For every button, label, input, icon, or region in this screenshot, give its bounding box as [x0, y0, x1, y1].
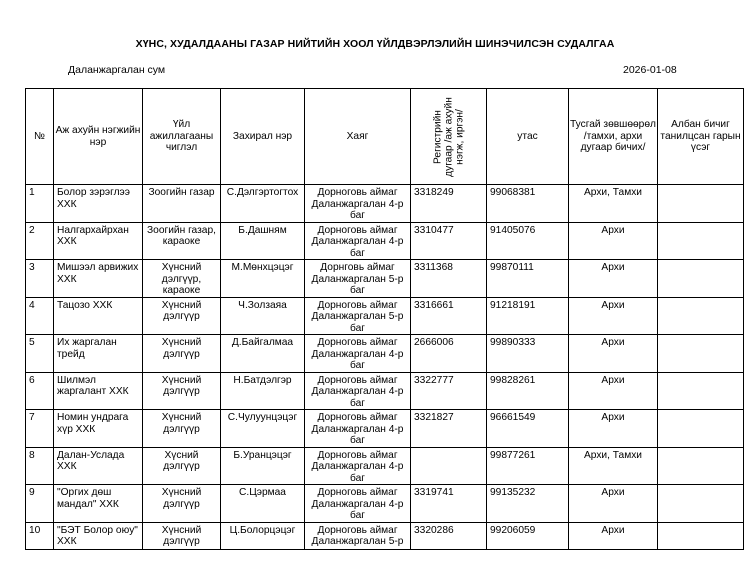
cell-phone: 99890333: [487, 335, 569, 373]
cell-permit: Архи: [569, 410, 658, 448]
cell-director: М.Мөнхцэцэг: [221, 260, 305, 298]
cell-register: [411, 447, 487, 485]
table-row: [26, 372, 744, 410]
cell-director: Б.Дашням: [221, 222, 305, 260]
cell-register: 3322777: [411, 372, 487, 410]
header-register-label: Регистрийн дугаар /аж ахуйн нэгж, иргэн/: [432, 96, 465, 177]
cell-activity: Хүнсний дэлгүүр: [143, 335, 221, 373]
table-header-row: [26, 89, 744, 185]
cell-num: 4: [26, 297, 54, 335]
cell-signature: [658, 222, 744, 260]
table-row: [26, 297, 744, 335]
cell-director: Д.Байгалмаа: [221, 335, 305, 373]
header-activity: Үйл ажиллагааны чиглэл: [143, 89, 221, 185]
header-signature: Албан бичиг танилцсан гарын үсэг: [658, 89, 744, 185]
header-director: Захирал нэр: [221, 89, 305, 185]
table-row: [26, 447, 744, 485]
cell-address: Дорноговь аймаг Даланжаргалан 4-р баг: [305, 485, 411, 523]
cell-company-name: Далан-Услада ХХК: [54, 447, 143, 485]
table-row: [26, 522, 744, 549]
document-date: 2026-01-08: [623, 64, 677, 76]
cell-director: Б.Уранцэцэг: [221, 447, 305, 485]
cell-activity: Зоогийн газар: [143, 185, 221, 223]
cell-num: 9: [26, 485, 54, 523]
cell-company-name: Мишээл арвижих ХХК: [54, 260, 143, 298]
cell-company-name: Их жаргалан трейд: [54, 335, 143, 373]
cell-num: 2: [26, 222, 54, 260]
cell-register: 2666006: [411, 335, 487, 373]
header-name: Аж ахуйн нэгжийн нэр: [54, 89, 143, 185]
cell-signature: [658, 485, 744, 523]
cell-activity: Хүнсний дэлгүүр: [143, 372, 221, 410]
cell-signature: [658, 522, 744, 549]
header-phone: утас: [487, 89, 569, 185]
cell-register: 3311368: [411, 260, 487, 298]
cell-director: Ц.Болорцэцэг: [221, 522, 305, 549]
cell-director: С.Цэрмаа: [221, 485, 305, 523]
cell-address: Дорноговь аймаг Даланжаргалан 4-р баг: [305, 372, 411, 410]
table-row: [26, 335, 744, 373]
cell-director: Ч.Золзаяа: [221, 297, 305, 335]
cell-signature: [658, 335, 744, 373]
cell-activity: Хүсний дэлгүүр: [143, 447, 221, 485]
cell-num: 8: [26, 447, 54, 485]
cell-num: 5: [26, 335, 54, 373]
cell-permit: Архи: [569, 335, 658, 373]
cell-num: 7: [26, 410, 54, 448]
header-permit: Тусгай зөвшөөрөл /тамхи, архи дугаар бичих/: [569, 89, 658, 185]
cell-company-name: Болор зэрэглээ ХХК: [54, 185, 143, 223]
cell-company-name: Номин ундрага хүр ХХК: [54, 410, 143, 448]
cell-activity: Хүнсний дэлгүүр: [143, 522, 221, 549]
district-name: Даланжаргалан сум: [68, 64, 166, 76]
cell-register: 3310477: [411, 222, 487, 260]
table-row: [26, 410, 744, 448]
cell-phone: 96661549: [487, 410, 569, 448]
cell-register: 3321827: [411, 410, 487, 448]
cell-activity: Хүнсний дэлгүүр: [143, 410, 221, 448]
table-row: [26, 485, 744, 523]
cell-permit: Архи, Тамхи: [569, 447, 658, 485]
cell-num: 3: [26, 260, 54, 298]
cell-register: 3316661: [411, 297, 487, 335]
cell-signature: [658, 297, 744, 335]
cell-address: Дорноговь аймаг Даланжаргалан 5-р баг: [305, 297, 411, 335]
cell-address: Дорноговь аймаг Даланжаргалан 4-р баг: [305, 335, 411, 373]
table-body: [26, 185, 744, 550]
cell-activity: Хүнсний дэлгүүр: [143, 485, 221, 523]
cell-phone: 99068381: [487, 185, 569, 223]
cell-phone: 99135232: [487, 485, 569, 523]
cell-address: Дорноговь аймаг Даланжаргалан 4-р баг: [305, 410, 411, 448]
cell-phone: 91218191: [487, 297, 569, 335]
cell-register: 3318249: [411, 185, 487, 223]
table-row: [26, 260, 744, 298]
cell-permit: Архи: [569, 297, 658, 335]
cell-signature: [658, 447, 744, 485]
cell-phone: 99206059: [487, 522, 569, 549]
header-num: №: [26, 89, 54, 185]
cell-num: 10: [26, 522, 54, 549]
cell-address: Дорноговь аймаг Даланжаргалан 4-р баг: [305, 185, 411, 223]
document-title: ХҮНС, ХУДАЛДААНЫ ГАЗАР НИЙТИЙН ХООЛ ҮЙЛДВЭРЛЭЛИЙН ШИНЭЧИЛСЭН СУДАЛГАА: [135, 38, 615, 50]
cell-company-name: "БЭТ Болор оюу" ХХК: [54, 522, 143, 549]
cell-director: С.Дэлгэртогтох: [221, 185, 305, 223]
cell-address: Дорноговь аймаг Даланжаргалан 4-р баг: [305, 447, 411, 485]
cell-activity: Хүнсний дэлгүүр: [143, 297, 221, 335]
cell-address: Дорноговь аймаг Даланжаргалан 4-р баг: [305, 222, 411, 260]
cell-phone: 99828261: [487, 372, 569, 410]
cell-activity: Хүнсний дэлгүүр, караоке: [143, 260, 221, 298]
cell-signature: [658, 185, 744, 223]
cell-phone: 91405076: [487, 222, 569, 260]
cell-company-name: "Оргих дөш мандал" ХХК: [54, 485, 143, 523]
cell-register: 3320286: [411, 522, 487, 549]
cell-num: 6: [26, 372, 54, 410]
cell-director: С.Чулуунцэцэг: [221, 410, 305, 448]
header-register: [411, 89, 487, 185]
cell-phone: 99870111: [487, 260, 569, 298]
cell-register: 3319741: [411, 485, 487, 523]
cell-signature: [658, 372, 744, 410]
survey-table: [25, 88, 744, 550]
cell-num: 1: [26, 185, 54, 223]
cell-permit: Архи: [569, 260, 658, 298]
header-address: Хаяг: [305, 89, 411, 185]
cell-company-name: Налгархайрхан ХХК: [54, 222, 143, 260]
cell-permit: Архи: [569, 485, 658, 523]
cell-phone: 99877261: [487, 447, 569, 485]
cell-signature: [658, 410, 744, 448]
cell-signature: [658, 260, 744, 298]
cell-activity: Зоогийн газар, караоке: [143, 222, 221, 260]
table-row: [26, 185, 744, 223]
cell-address: Дорноговь аймаг Даланжаргалан 5-р: [305, 522, 411, 549]
table-row: [26, 222, 744, 260]
cell-permit: Архи: [569, 372, 658, 410]
cell-permit: Архи, Тамхи: [569, 185, 658, 223]
cell-company-name: Тацозо ХХК: [54, 297, 143, 335]
cell-permit: Архи: [569, 222, 658, 260]
cell-director: Н.Батдэлгэр: [221, 372, 305, 410]
cell-address: Дорнговь аймаг Даланжаргалан 5-р баг: [305, 260, 411, 298]
cell-company-name: Шилмэл жаргалант ХХК: [54, 372, 143, 410]
cell-permit: Архи: [569, 522, 658, 549]
